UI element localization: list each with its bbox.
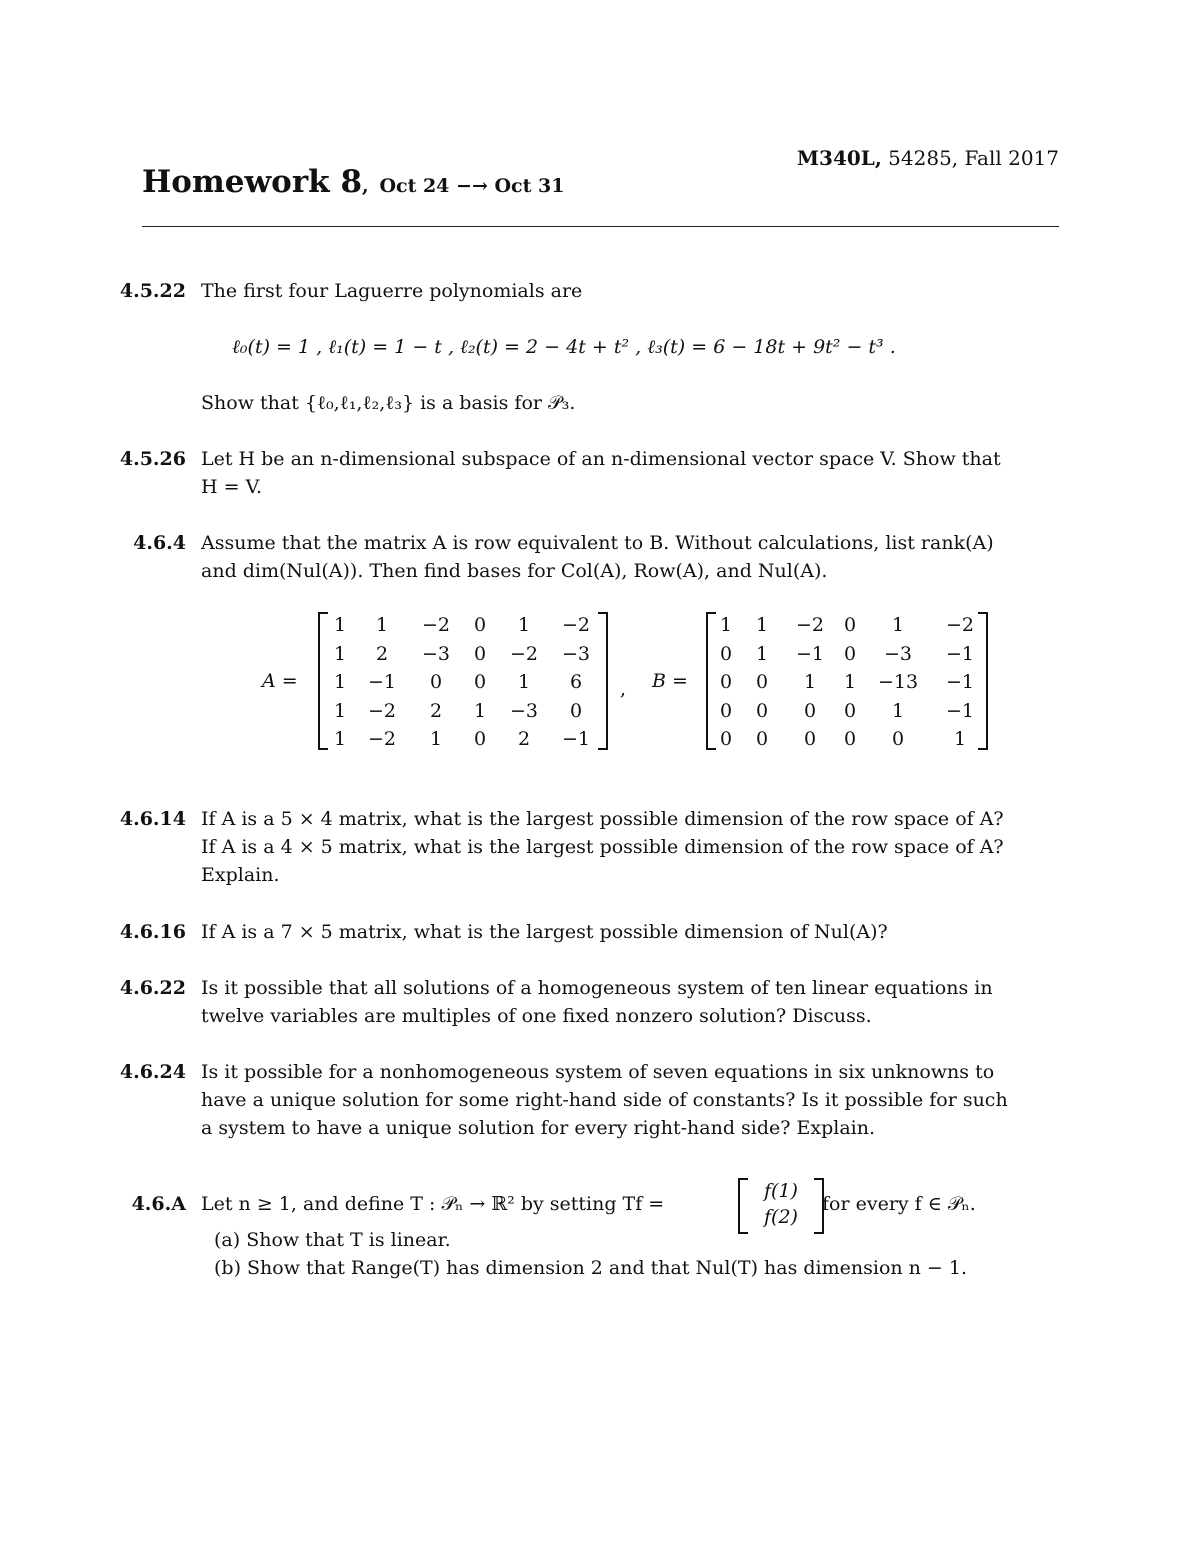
problem-text: Let n ≥ 1, and define T : 𝒫ₙ → ℝ² by setting Tf =	[201, 1193, 665, 1215]
matrix-entry: 6	[569, 671, 583, 693]
problem-text: If A is a 7 × 5 matrix, what is the largest possible dimension of Nul(A)?	[201, 921, 888, 943]
problem-text-line: Is it possible for a nonhomogeneous system of seven equations in six unknowns to	[201, 1061, 995, 1083]
vector-entry: f(2)	[764, 1206, 798, 1228]
matrix-entry: 1	[719, 614, 733, 636]
matrix-entry: 0	[473, 728, 487, 750]
problem-text-line: Explain.	[201, 864, 280, 886]
problem-text-line: If A is a 5 × 4 matrix, what is the largest possible dimension of the row space of A?	[201, 808, 1004, 830]
matrix-entry: 1	[755, 614, 769, 636]
course-info	[797, 146, 1059, 170]
matrix-entry: −3	[883, 642, 912, 665]
matrix-entry: −1	[945, 642, 974, 665]
problem-text-line: twelve variables are multiples of one fixed nonzero solution? Discuss.	[201, 1005, 872, 1027]
matrix-entry: 1	[333, 671, 347, 693]
matrix-separator: ,	[620, 678, 627, 700]
matrix-entry: −2	[561, 614, 590, 636]
matrix-entry: −1	[795, 642, 824, 665]
title-dates: Oct 24 −→ Oct 31	[379, 175, 565, 197]
problem-number: 4.6.A	[131, 1193, 186, 1215]
matrix-entry: 1	[517, 671, 531, 693]
matrix-entry: 1	[333, 614, 347, 636]
page-title	[142, 164, 564, 200]
matrix-entry: −2	[795, 614, 824, 636]
matrix-entry: 0	[803, 699, 817, 722]
matrix-entry: 0	[891, 728, 905, 750]
problem-number: 4.6.16	[119, 921, 186, 943]
matrix-entry: 1	[755, 642, 769, 665]
matrix-entry: 0	[473, 642, 487, 665]
matrix-entry: 0	[473, 614, 487, 636]
title-text: Homework 8	[142, 164, 363, 200]
matrix-entry: 1	[333, 699, 347, 722]
bracket-right	[598, 612, 608, 750]
problem-text-line: have a unique solution for some right-hand side of constants? Is it possible for such	[201, 1089, 1008, 1111]
subpart-b: (b) Show that Range(T) has dimension 2 and that Nul(T) has dimension n − 1.	[214, 1257, 968, 1279]
matrix-entry: 1	[953, 728, 967, 750]
problem-text-line: H = V.	[201, 476, 263, 498]
matrix-entry: 0	[719, 699, 733, 722]
problem-task: Show that {ℓ₀,ℓ₁,ℓ₂,ℓ₃} is a basis for 𝒫₃.	[201, 392, 576, 414]
problem-number: 4.6.24	[119, 1061, 186, 1083]
problem-text-line: a system to have a unique solution for every right-hand side? Explain.	[201, 1117, 876, 1139]
problem-text: for every f ∈ 𝒫ₙ.	[822, 1193, 976, 1215]
matrix-entry: −2	[945, 614, 974, 636]
matrix-entry: 0	[843, 699, 857, 722]
matrix-entry: 1	[375, 614, 389, 636]
matrix-entry: 0	[843, 728, 857, 750]
matrix-entry: 1	[333, 642, 347, 665]
problem-text-line: Assume that the matrix A is row equivalent to B. Without calculations, list rank(A)	[201, 532, 994, 554]
problem-number: 4.5.22	[119, 280, 186, 302]
course-code: M340L,	[796, 146, 882, 170]
matrix-entry: 0	[473, 671, 487, 693]
matrix-entry: −1	[945, 671, 974, 693]
matrix-entry: 2	[429, 699, 443, 722]
matrix-entry: 1	[891, 699, 905, 722]
matrix-entry: 1	[333, 728, 347, 750]
problem-text-line: and dim(Nul(A)). Then find bases for Col(A), Row(A), and Nul(A).	[201, 560, 828, 582]
matrix-entry: 1	[891, 614, 905, 636]
problem-number: 4.6.14	[119, 808, 186, 830]
matrix-entry: −2	[367, 728, 396, 750]
matrix-entry: 0	[843, 642, 857, 665]
column-vector	[738, 1178, 824, 1236]
problem-text-line: Is it possible that all solutions of a homogeneous system of ten linear equations in	[201, 977, 993, 999]
matrix-entry: 1	[803, 671, 817, 693]
matrix-entry: −3	[561, 642, 590, 665]
matrix-entry: 1	[843, 671, 857, 693]
matrix-entry: −2	[367, 699, 396, 722]
matrix-entry: 0	[755, 699, 769, 722]
matrix-entry: 0	[719, 728, 733, 750]
matrix-entry: 2	[375, 642, 389, 665]
matrix-entry: 0	[719, 671, 733, 693]
matrix-entry: −1	[367, 671, 396, 693]
matrix-entry: 1	[429, 728, 443, 750]
matrix-entry: 0	[843, 614, 857, 636]
problem-number: 4.6.22	[119, 977, 186, 999]
matrix-entry: 0	[755, 671, 769, 693]
matrix-entry: 0	[755, 728, 769, 750]
problem-text: The first four Laguerre polynomials are	[201, 280, 583, 302]
matrix-entry: 1	[517, 614, 531, 636]
matrix-entry: −1	[945, 699, 974, 722]
matrix-entry: −2	[421, 614, 450, 636]
matrix-a	[318, 612, 608, 752]
matrix-entry: −2	[509, 642, 538, 665]
matrix-entry: −1	[561, 728, 590, 750]
problem-formula: ℓ₀(t) = 1 , ℓ₁(t) = 1 − t , ℓ₂(t) = 2 − 4t + t² , ℓ₃(t) = 6 − 18t + 9t² − t³ .	[232, 336, 896, 358]
matrix-entry: 1	[473, 699, 487, 722]
subpart-a: (a) Show that T is linear.	[214, 1229, 451, 1251]
problem-number: 4.5.26	[119, 448, 186, 470]
matrix-entry: −3	[509, 699, 538, 722]
problem-text-line: Let H be an n-dimensional subspace of an n-dimensional vector space V. Show that	[201, 448, 1001, 470]
matrix-entry: −13	[877, 671, 919, 693]
matrix-entry: −3	[421, 642, 450, 665]
matrix-entry: 0	[719, 642, 733, 665]
matrix-entry: 0	[803, 728, 817, 750]
course-details: 54285, Fall 2017	[881, 146, 1059, 170]
matrix-b	[706, 612, 988, 752]
vector-entry: f(1)	[764, 1180, 798, 1202]
matrix-entry: 2	[517, 728, 531, 750]
matrix-entry: 0	[429, 671, 443, 693]
matrix-a-label: A =	[262, 670, 298, 692]
matrix-b-label: B =	[652, 670, 688, 692]
problem-number: 4.6.4	[133, 532, 186, 554]
title-separator: ,	[362, 175, 369, 197]
header-rule	[142, 226, 1059, 227]
problem-text-line: If A is a 4 × 5 matrix, what is the largest possible dimension of the row space of A?	[201, 836, 1004, 858]
matrix-entry: 0	[569, 699, 583, 722]
